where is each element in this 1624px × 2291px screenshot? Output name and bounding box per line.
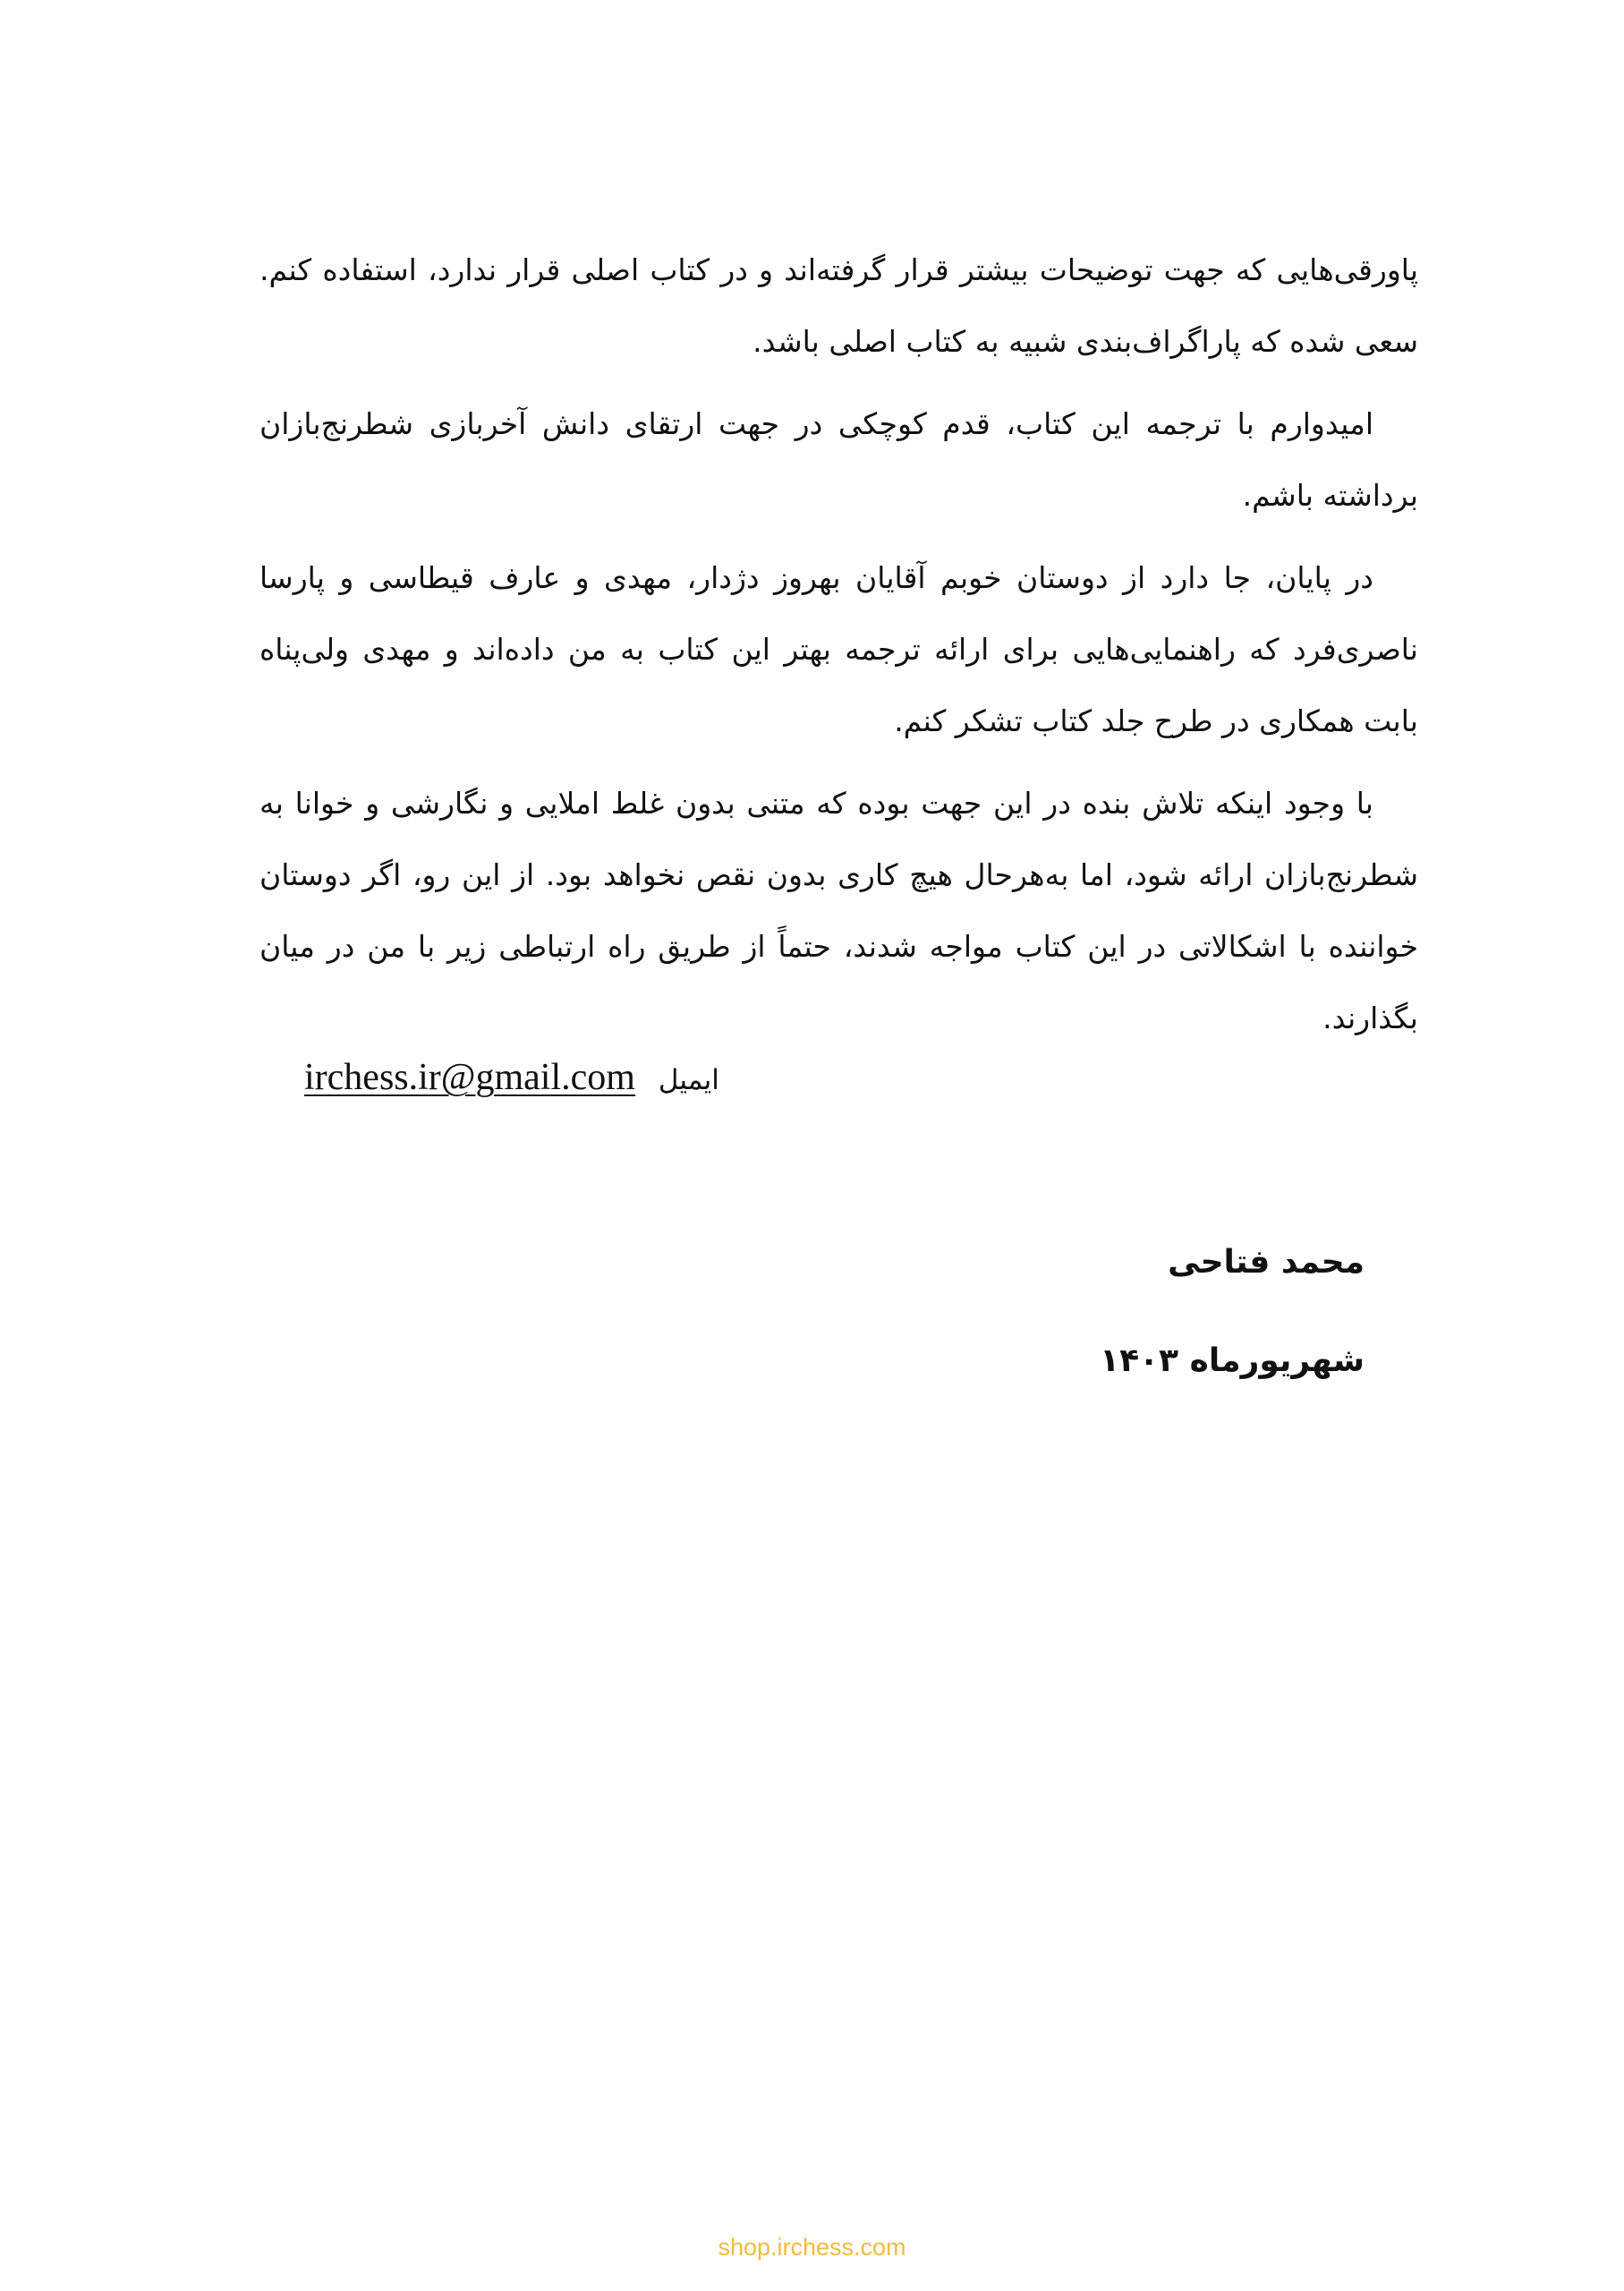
author-name: محمد فتاحی <box>1168 1244 1365 1281</box>
email-link[interactable]: irchess.ir@gmail.com <box>304 1057 635 1098</box>
paragraph-footnotes: پاورقی‌هایی که جهت توضیحات بیشتر قرار گرفته‌اند و در کتاب اصلی قرار ندارد، استفاده کنم. سعی شده که پاراگراف‌بندی شبیه به کتاب اصلی باشد. <box>259 252 1418 359</box>
contact-line <box>304 1056 719 1128</box>
paragraph-acknowledgements: در پایان، جا دارد از دوستان خوبم آقایان بهروز دژدار، مهدی و عارف قیطاسی و پارسا ناصری‌فرد که راهنمایی‌هایی برای ارائه ترجمه بهتر این کتاب به من داده‌اند و مهدی ولی‌پناه بابت همکاری در طرح جلد کتاب تشکر کنم. <box>259 560 1418 738</box>
paragraph-hope: امیدوارم با ترجمه این کتاب، قدم کوچکی در جهت ارتقای دانش آخربازی شطرنج‌بازان برداشته باشم. <box>259 406 1418 513</box>
email-label: ایمیل <box>658 1064 719 1096</box>
document-body <box>259 234 1418 1054</box>
paragraph-errata-request: با وجود اینکه تلاش بنده در این جهت بوده که متنی بدون غلط املایی و نگارشی و خوانا به شطرنج‌بازان ارائه شود، اما به‌هرحال هیچ کاری بدون نقص نخواهد بود. از این رو، اگر دوستان خواننده با اشکالاتی در این کتاب مواجه شدند، حتماً از طریق راه ارتباطی زیر با من در میان بگذارند. <box>259 786 1418 1035</box>
signature-date: شهریورماه ۱۴۰۳ <box>1100 1342 1365 1379</box>
footer-watermark: shop.irchess.com <box>718 2234 906 2261</box>
